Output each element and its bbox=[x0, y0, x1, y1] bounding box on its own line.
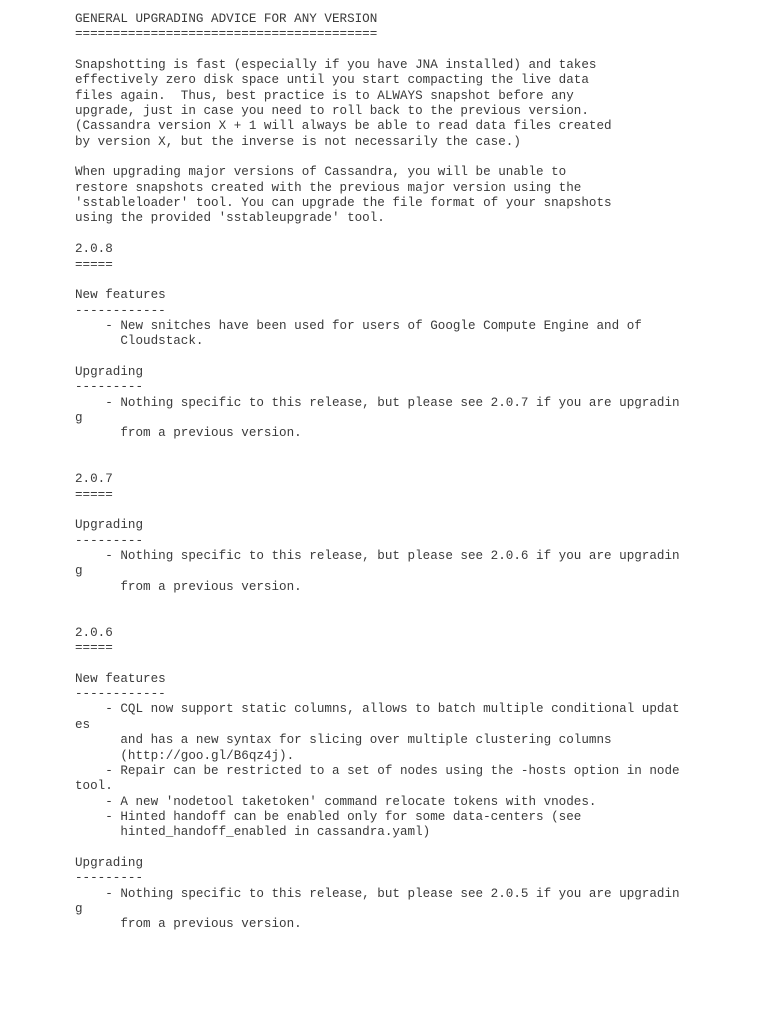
blank-line bbox=[75, 273, 755, 288]
blank-line bbox=[75, 503, 755, 518]
text-line: 2.0.7 bbox=[75, 472, 113, 487]
blank-line bbox=[75, 595, 755, 610]
document-page bbox=[75, 12, 755, 933]
blank-line bbox=[75, 43, 755, 58]
text-line: from a previous version. bbox=[75, 917, 302, 932]
text-line: 2.0.8 bbox=[75, 242, 113, 257]
text-line: New features bbox=[75, 671, 166, 686]
text-line: upgrade, just in case you need to roll back to the previous version. bbox=[75, 104, 589, 119]
text-line: es bbox=[75, 717, 91, 732]
text-line: using the provided 'sstableupgrade' tool. bbox=[75, 211, 385, 226]
blank-line bbox=[75, 841, 755, 856]
text-line: by version X, but the inverse is not necessarily the case.) bbox=[75, 134, 521, 149]
text-line: from a previous version. bbox=[75, 579, 302, 594]
text-line: g bbox=[75, 901, 83, 916]
blank-line bbox=[75, 227, 755, 242]
text-line: - Nothing specific to this release, but please see 2.0.5 if you are upgradin bbox=[75, 886, 680, 901]
text-line: ===== bbox=[75, 257, 113, 272]
blank-line bbox=[75, 350, 755, 365]
text-line: - Nothing specific to this release, but please see 2.0.6 if you are upgradin bbox=[75, 549, 680, 564]
text-line: --------- bbox=[75, 871, 144, 886]
text-line: - A new 'nodetool taketoken' command relocate tokens with vnodes. bbox=[75, 794, 597, 809]
text-line: ------------ bbox=[75, 303, 166, 318]
text-line: ===== bbox=[75, 641, 113, 656]
text-line: ======================================== bbox=[75, 27, 378, 42]
text-line: Snapshotting is fast (especially if you have JNA installed) and takes bbox=[75, 58, 597, 73]
text-line: (http://goo.gl/B6qz4j). bbox=[75, 748, 295, 763]
text-line: ===== bbox=[75, 487, 113, 502]
blank-line bbox=[75, 442, 755, 457]
text-line: GENERAL UPGRADING ADVICE FOR ANY VERSION bbox=[75, 12, 378, 26]
text-line: from a previous version. bbox=[75, 426, 302, 441]
text-line: files again. Thus, best practice is to ALWAYS snapshot before any bbox=[75, 88, 574, 103]
text-line: 'sstableloader' tool. You can upgrade the file format of your snapshots bbox=[75, 196, 612, 211]
text-line: - Nothing specific to this release, but please see 2.0.7 if you are upgradin bbox=[75, 395, 680, 410]
text-line: - Hinted handoff can be enabled only for some data-centers (see bbox=[75, 809, 582, 824]
text-line: tool. bbox=[75, 779, 113, 794]
text-line: and has a new syntax for slicing over multiple clustering columns bbox=[75, 733, 612, 748]
text-line: hinted_handoff_enabled in cassandra.yaml) bbox=[75, 825, 431, 840]
text-line: When upgrading major versions of Cassandra, you will be unable to bbox=[75, 165, 567, 180]
text-line: Cloudstack. bbox=[75, 334, 204, 349]
text-line: Upgrading bbox=[75, 364, 144, 379]
text-line: ------------ bbox=[75, 687, 166, 702]
blank-line bbox=[75, 150, 755, 165]
text-line: g bbox=[75, 564, 83, 579]
blank-line bbox=[75, 656, 755, 671]
text-line: --------- bbox=[75, 533, 144, 548]
blank-line bbox=[75, 457, 755, 472]
text-line: New features bbox=[75, 288, 166, 303]
text-line: --------- bbox=[75, 380, 144, 395]
text-line: (Cassandra version X + 1 will always be able to read data files created bbox=[75, 119, 612, 134]
text-line: g bbox=[75, 410, 83, 425]
text-line: - New snitches have been used for users of Google Compute Engine and of bbox=[75, 318, 642, 333]
text-line: Upgrading bbox=[75, 855, 144, 870]
text-line: - Repair can be restricted to a set of nodes using the -hosts option in node bbox=[75, 763, 680, 778]
text-line: Upgrading bbox=[75, 518, 144, 533]
text-line: effectively zero disk space until you start compacting the live data bbox=[75, 73, 589, 88]
blank-line bbox=[75, 610, 755, 625]
text-line: - CQL now support static columns, allows to batch multiple conditional updat bbox=[75, 702, 680, 717]
text-line: restore snapshots created with the previous major version using the bbox=[75, 180, 582, 195]
text-line: 2.0.6 bbox=[75, 625, 113, 640]
